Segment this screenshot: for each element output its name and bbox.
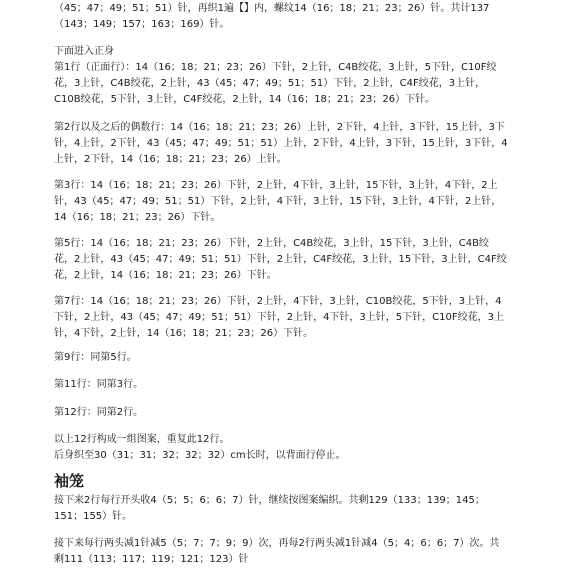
text-line: （45；47；49；51；51）针，再织1遍【】内，螺纹14（16；18；21；23；26）针。共计137 — [54, 3, 490, 14]
text-line: 第9行：同第5行。 — [54, 352, 137, 363]
text-line: 剩111（113；117；119；121；123）针 — [54, 554, 249, 565]
text-line: 第11行：同第3行。 — [54, 379, 144, 390]
text-line: 第7行：14（16；18；21；23；26）下针，2上针，4下针，3上针，C10B绞花，5下针，3上针，4 — [54, 296, 502, 307]
text-line: 151；155）针。 — [54, 511, 133, 522]
armhole-paragraph-2 — [54, 536, 524, 568]
text-line: 接下来2行每行开头收4（5；5；6；6；7）针，继续按图案编织。共剩129（133；139；145； — [54, 495, 485, 506]
row-9-paragraph — [54, 350, 524, 366]
section-heading: 袖笼 — [54, 472, 85, 490]
text-line: 上针，2下针，14（16；18；21；23；26）上针。 — [54, 154, 287, 165]
text-line: 接下来每行两头减1针减5（5；7；7；9；9）次，再每2行两头减1针减4（5；4；6；6；7）次。共 — [54, 538, 500, 549]
row-11-paragraph — [54, 377, 524, 393]
text-line: 针，43（45；47；49；51；51）下针，2上针，4下针，3上针，15下针，3上针，4下针，2上针， — [54, 196, 502, 207]
text-line: 第5行：14（16；18；21；23；26）下针，2上针，C4B绞花，3上针，15下针，3上针，C4B绞 — [54, 238, 489, 249]
text-line: （143；149；157；163；169）针。 — [54, 19, 230, 30]
row-7-paragraph — [54, 294, 524, 342]
text-line: 第12行：同第2行。 — [54, 407, 144, 418]
text-line: 针，4上针，2下针，43（45；47；49；51；51）上针，2下针，4上针，3下针，15上针，3下针，4 — [54, 138, 508, 149]
repeat-note-paragraph — [54, 432, 524, 464]
text-line: C10B绞花，5下针，3上针，C4F绞花，2上针，14（16；18；21；23；26）下针。 — [54, 94, 436, 105]
text-line: 第2行以及之后的偶数行：14（16；18；21；23；26）上针，2下针，4上针，3下针，15上针，3下 — [54, 122, 505, 133]
text-line: 花，3上针，C4B绞花，2上针，43（45；47；49；51；51）下针，2上针，C4F绞花，3上针， — [54, 78, 486, 89]
intro-paragraph — [54, 1, 524, 33]
text-line: 花，2上针，14（16；18；21；23；26）下针。 — [54, 270, 277, 281]
row-12-paragraph — [54, 405, 524, 421]
row-2-paragraph — [54, 120, 524, 168]
armhole-paragraph-1 — [54, 493, 524, 525]
row-3-paragraph — [54, 178, 524, 226]
text-line: 花，2上针，43（45；47；49；51；51）下针，2上针，C4F绞花，3上针，15下针，3上针，C4F绞 — [54, 254, 507, 265]
row-5-paragraph — [54, 236, 524, 284]
text-line: 以上12行构成一组图案，重复此12行。 — [54, 434, 230, 445]
text-line: 针，4下针，2上针，14（16；18；21；23；26）下针。 — [54, 328, 314, 339]
text-line: 后身织至30（31；31；32；32；32）cm长时，以背面行停止。 — [54, 450, 346, 461]
text-line: 下面进入正身 — [54, 46, 114, 57]
text-line: 14（16；18；21；23；26）下针。 — [54, 212, 221, 223]
text-line: 第3行：14（16；18；21；23；26）下针，2上针，4下针，3上针，15下针，3上针，4下针，2上 — [54, 180, 498, 191]
row-1-paragraph — [54, 44, 524, 108]
text-line: 第1行（正面行）：14（16；18；21；23；26）下针，2上针，C4B绞花，3上针，5下针，C10F绞 — [54, 62, 497, 73]
text-line: 下针，2上针，43（45；47；49；51；51）下针，2上针，4下针，3上针，5下针，C10F绞花，3上 — [54, 312, 504, 323]
